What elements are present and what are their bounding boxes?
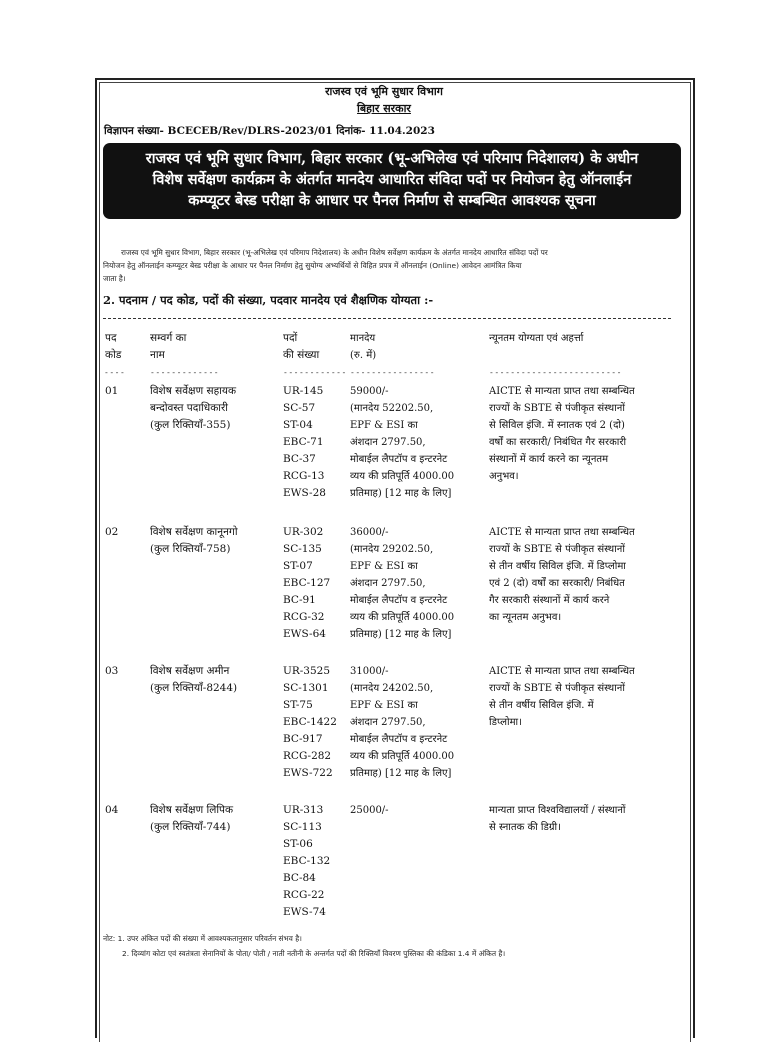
header-underline: ------------- (150, 368, 220, 377)
header-text: सम्वर्ग का (150, 332, 187, 344)
count-line: EWS-722 (283, 767, 333, 779)
qualification-line: गैर सरकारी संस्थानों में कार्य करने (489, 595, 610, 606)
count-line: SC-57 (283, 402, 316, 414)
count-line: EBC-127 (283, 577, 331, 589)
qualification-line: एवं 2 (दो) वर्षों का सरकारी/ निबंधित (489, 578, 625, 589)
count-line: RCG-22 (283, 889, 325, 901)
post-line: बन्दोवस्त पदाधिकारी (150, 402, 229, 414)
row-code: 04 (105, 804, 119, 816)
post-line: विशेष सर्वेक्षण अमीन (150, 665, 230, 677)
count-line: SC-1301 (283, 682, 329, 694)
count-line: BC-91 (283, 594, 316, 606)
row-counts (283, 802, 345, 921)
header-post (150, 330, 280, 364)
count-line: EWS-74 (283, 906, 326, 918)
honorarium-line: मोबाईल लैपटॉप व इन्टरनेट (350, 734, 448, 745)
header-underline: ------------------------- (489, 368, 622, 377)
post-line: (कुल रिक्तियाँ-8244) (150, 682, 238, 694)
count-line: BC-37 (283, 453, 316, 465)
post-line: विशेष सर्वेक्षण लिपिक (150, 804, 234, 816)
row-qualification (489, 383, 684, 485)
row-counts (283, 383, 345, 502)
row-post (150, 663, 280, 697)
header-text: न्यूनतम योग्यता एवं अहर्त्ता (489, 333, 584, 344)
intro-line: नियोजन हेतु ऑनलाईन कम्प्यूटर बेस्ड परीक्षा के आधार पर पैनल निर्माण हेतु सुयोग्य अभ्यर्थियों से विहित प्रपत्र में ऑनलाईन (Online) आवेदन आमंत्रित किया (103, 261, 522, 270)
honorarium-line: EPF & ESI का (350, 561, 418, 572)
count-line: SC-113 (283, 821, 322, 833)
honorarium-line: अंशदान 2797.50, (350, 717, 426, 728)
header-count (283, 330, 345, 364)
honorarium-line: 31000/- (350, 666, 389, 677)
post-line: (कुल रिक्तियाँ-758) (150, 543, 231, 555)
count-line: BC-84 (283, 872, 316, 884)
row-post (150, 524, 280, 558)
count-line: ST-75 (283, 699, 313, 711)
header-text: (रु. में) (350, 350, 377, 361)
row-counts (283, 663, 345, 782)
intro-paragraph (103, 246, 685, 285)
honorarium-line: (मानदेय 24202.50, (350, 683, 434, 694)
row-post (150, 383, 280, 434)
count-line: UR-313 (283, 804, 324, 816)
honorarium-line: मोबाईल लैपटॉप व इन्टरनेट (350, 595, 448, 606)
count-line: EWS-64 (283, 628, 326, 640)
banner-line: राजस्व एवं भूमि सुधार विभाग, बिहार सरकार (भू-अभिलेख एवं परिमाप निदेशालय) के अधीन (145, 150, 639, 167)
count-line: EBC-1422 (283, 716, 337, 728)
qualification-line: AICTE से मान्यता प्राप्त तथा सम्बन्धित (489, 527, 635, 538)
honorarium-line: EPF & ESI का (350, 700, 418, 711)
qualification-line: AICTE से मान्यता प्राप्त तथा सम्बन्धित (489, 666, 635, 677)
post-line: (कुल रिक्तियाँ-744) (150, 821, 231, 833)
honorarium-line: 36000/- (350, 527, 389, 538)
intro-line: राजस्व एवं भूमि सुधार विभाग, बिहार सरकार (भू-अभिलेख एवं परिमाप निदेशालय) के अधीन विशेष सर्वेक्षण कार्यक्रम के अंतर्गत मानदेय आधारित संविदा पदों पर (121, 248, 548, 257)
qualification-line: AICTE से मान्यता प्राप्त तथा सम्बन्धित (489, 386, 635, 397)
qualification-line: से तीन वर्षीय सिविल इंजि. में (489, 700, 594, 711)
header-underline: ------------ (283, 368, 347, 377)
row-honorarium (350, 383, 485, 502)
count-line: RCG-13 (283, 470, 325, 482)
count-line: UR-3525 (283, 665, 331, 677)
qualification-line: राज्यों के SBTE से पंजीकृत संस्थानों (489, 683, 625, 694)
header-text: पदों (283, 332, 298, 344)
department-title: राजस्व एवं भूमि सुधार विभाग (325, 85, 443, 98)
header-qualification (489, 330, 684, 347)
honorarium-line: मोबाईल लैपटॉप व इन्टरनेट (350, 454, 448, 465)
honorarium-line: अंशदान 2797.50, (350, 578, 426, 589)
row-post (150, 802, 280, 836)
header-underline: ---- (104, 368, 126, 377)
count-line: EBC-71 (283, 436, 324, 448)
header-honorarium (350, 330, 485, 364)
header-underline: ---------------- (350, 368, 436, 377)
government-name: बिहार सरकार (357, 102, 411, 115)
count-line: ST-07 (283, 560, 313, 572)
count-line: ST-06 (283, 838, 313, 850)
row-counts (283, 524, 345, 643)
row-qualification (489, 663, 684, 731)
section-divider (103, 318, 671, 319)
count-line: UR-302 (283, 526, 324, 538)
row-honorarium (350, 802, 485, 819)
header-text: कोड (105, 349, 122, 361)
qualification-line: से स्नातक की डिग्री। (489, 822, 561, 833)
qualification-line: मान्यता प्राप्त विश्वविद्यालयों / संस्थानों (489, 805, 626, 816)
header-text: नाम (150, 349, 165, 361)
header-text: की संख्या (283, 349, 320, 361)
honorarium-line: व्यय की प्रतिपूर्ति 4000.00 (350, 612, 455, 623)
header-text: पद (105, 332, 117, 344)
qualification-line: वर्षों का सरकारी/ निबंधित गैर सरकारी (489, 437, 627, 448)
count-line: SC-135 (283, 543, 322, 555)
qualification-line: डिप्लोमा। (489, 717, 522, 728)
honorarium-line: व्यय की प्रतिपूर्ति 4000.00 (350, 471, 455, 482)
row-honorarium (350, 663, 485, 782)
honorarium-line: (मानदेय 29202.50, (350, 544, 434, 555)
honorarium-line: 25000/- (350, 805, 389, 816)
count-line: RCG-32 (283, 611, 325, 623)
honorarium-line: प्रतिमाह) [12 माह के लिए] (350, 629, 452, 640)
government-title (0, 101, 768, 116)
qualification-line: राज्यों के SBTE से पंजीकृत संस्थानों (489, 544, 625, 555)
qualification-line: अनुभव। (489, 471, 519, 482)
banner-line: विशेष सर्वेक्षण कार्यक्रम के अंतर्गत मानदेय आधारित संविदा पदों पर नियोजन हेतु ऑनलाईन (152, 171, 632, 188)
honorarium-line: अंशदान 2797.50, (350, 437, 426, 448)
banner-line: कम्प्यूटर बेस्ड परीक्षा के आधार पर पैनल निर्माण से सम्बन्धित आवश्यक सूचना (188, 192, 596, 209)
note-1: नोट: 1. उपर अंकित पदों की संख्या में आवश्यकतानुसार परिवर्तन संभव है। (103, 934, 302, 943)
row-honorarium (350, 524, 485, 643)
header-code (105, 330, 135, 364)
row-code: 03 (105, 665, 119, 677)
honorarium-line: प्रतिमाह) [12 माह के लिए] (350, 768, 452, 779)
qualification-line: का न्यूनतम अनुभव। (489, 612, 562, 623)
post-line: विशेष सर्वेक्षण सहायक (150, 385, 237, 397)
honorarium-line: 59000/- (350, 386, 389, 397)
advertisement-number: विज्ञापन संख्या- BCECEB/Rev/DLRS-2023/01 दिनांक- 11.04.2023 (104, 125, 435, 137)
row-code: 01 (105, 385, 119, 397)
intro-line: जाता है। (103, 274, 126, 283)
honorarium-line: व्यय की प्रतिपूर्ति 4000.00 (350, 751, 455, 762)
notice-banner (103, 143, 681, 219)
post-line: (कुल रिक्तियाँ-355) (150, 419, 231, 431)
post-line: विशेष सर्वेक्षण कानूनगो (150, 526, 238, 538)
row-qualification (489, 524, 684, 626)
count-line: BC-917 (283, 733, 323, 745)
note-2: 2. दिव्यांग कोटा एवं स्वतंत्रता सेनानियों के पोता/ पोती / नाती नतीनी के अन्तर्गत पदों की रिक्तियाँ विवरण पुस्तिका की कंडिका 1.4 में अंकित है। (122, 949, 506, 958)
qualification-line: राज्यों के SBTE से पंजीकृत संस्थानों (489, 403, 625, 414)
honorarium-line: प्रतिमाह) [12 माह के लिए] (350, 488, 452, 499)
honorarium-line: EPF & ESI का (350, 420, 418, 431)
section-title: 2. पदनाम / पद कोड, पदों की संख्या, पदवार मानदेय एवं शैक्षणिक योग्यता :- (103, 293, 434, 307)
count-line: RCG-282 (283, 750, 332, 762)
header-text: मानदेय (350, 333, 376, 344)
qualification-line: संस्थानों में कार्य करने का न्यूनतम (489, 454, 609, 465)
count-line: ST-04 (283, 419, 313, 431)
honorarium-line: (मानदेय 52202.50, (350, 403, 434, 414)
count-line: EBC-132 (283, 855, 331, 867)
qualification-line: से तीन वर्षीय सिविल इंजि. में डिप्लोमा (489, 561, 626, 572)
count-line: UR-145 (283, 385, 324, 397)
count-line: EWS-28 (283, 487, 326, 499)
qualification-line: से सिविल इंजि. में स्नातक एवं 2 (दो) (489, 420, 625, 431)
row-qualification (489, 802, 684, 836)
row-code: 02 (105, 526, 119, 538)
